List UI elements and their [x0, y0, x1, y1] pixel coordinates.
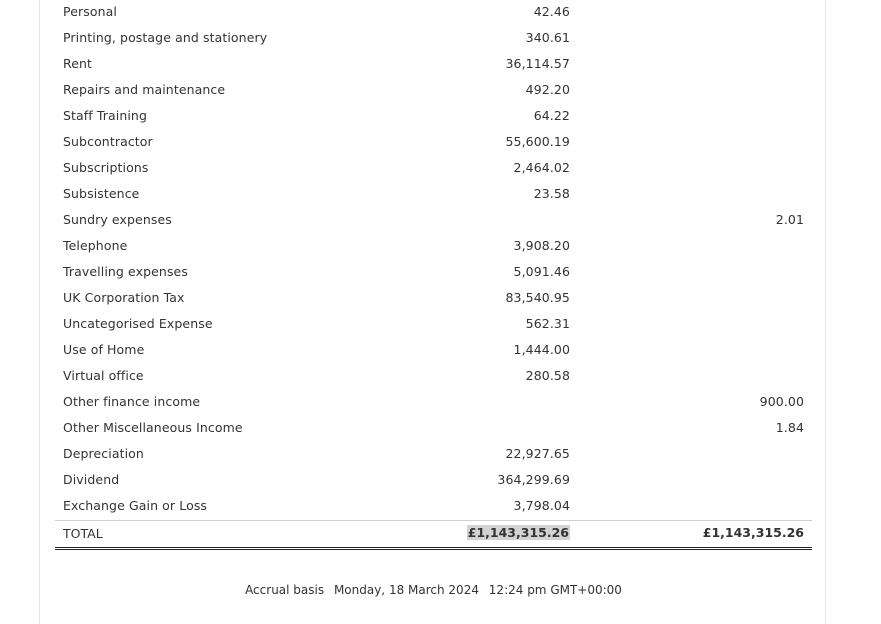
debit-amount[interactable]: 3,798.04 [513, 498, 570, 513]
table-row[interactable] [55, 156, 812, 182]
account-name[interactable]: Travelling expenses [63, 264, 188, 279]
account-name[interactable]: Dividend [63, 472, 120, 487]
debit-amount[interactable]: 3,908.20 [513, 238, 570, 253]
table-row[interactable] [55, 416, 812, 442]
debit-amount[interactable]: 23.58 [533, 186, 570, 201]
account-name[interactable]: Rent [63, 56, 93, 71]
table-row[interactable] [55, 338, 812, 364]
debit-amount[interactable]: 83,540.95 [505, 290, 570, 305]
debit-amount[interactable]: 280.58 [525, 368, 570, 383]
total-credit-amount[interactable]: £1,143,315.26 [702, 525, 804, 540]
table-row[interactable] [55, 26, 812, 52]
account-name[interactable]: Subscriptions [63, 160, 149, 175]
credit-amount[interactable]: 2.01 [775, 212, 804, 227]
debit-amount[interactable]: 364,299.69 [497, 472, 570, 487]
debit-amount[interactable]: 5,091.46 [513, 264, 570, 279]
table-row[interactable] [55, 208, 812, 234]
debit-amount[interactable]: 340.61 [525, 30, 570, 45]
debit-amount[interactable]: 2,464.02 [513, 160, 570, 175]
table-row[interactable] [55, 234, 812, 260]
account-name[interactable]: Other Miscellaneous Income [63, 420, 243, 435]
footer-time: 12:24 pm GMT+00:00 [488, 583, 622, 597]
debit-amount[interactable]: 36,114.57 [505, 56, 570, 71]
credit-amount[interactable]: 1.84 [775, 420, 804, 435]
report-panel [39, 0, 826, 624]
debit-amount[interactable]: 1,444.00 [513, 342, 570, 357]
table-row[interactable] [55, 0, 812, 26]
account-name[interactable]: Exchange Gain or Loss [63, 498, 208, 513]
table-row[interactable] [55, 442, 812, 468]
table-row[interactable] [55, 182, 812, 208]
credit-amount[interactable]: 900.00 [759, 394, 804, 409]
account-name[interactable]: Sundry expenses [63, 212, 172, 227]
account-name[interactable]: Staff Training [63, 108, 147, 123]
account-name[interactable]: Printing, postage and stationery [63, 30, 268, 45]
table-row[interactable] [55, 468, 812, 494]
table-row[interactable] [55, 260, 812, 286]
account-name[interactable]: Subcontractor [63, 134, 153, 149]
account-name[interactable]: Personal [63, 4, 117, 19]
account-name[interactable]: Depreciation [63, 446, 144, 461]
debit-amount[interactable]: 42.46 [533, 4, 570, 19]
table-row[interactable] [55, 390, 812, 416]
trial-balance-table [55, 0, 812, 550]
debit-amount[interactable]: 562.31 [525, 316, 570, 331]
footer-basis: Accrual basis [245, 583, 325, 597]
table-row[interactable] [55, 104, 812, 130]
debit-amount[interactable]: 64.22 [533, 108, 570, 123]
table-row[interactable] [55, 286, 812, 312]
account-name[interactable]: Repairs and maintenance [63, 82, 226, 97]
table-row[interactable] [55, 78, 812, 104]
debit-amount[interactable]: 492.20 [525, 82, 570, 97]
account-name[interactable]: Telephone [63, 238, 128, 253]
total-label: TOTAL [63, 526, 103, 541]
footer-date: Monday, 18 March 2024 [333, 583, 479, 597]
debit-amount[interactable]: 22,927.65 [505, 446, 570, 461]
table-row[interactable] [55, 494, 812, 520]
total-row [55, 520, 812, 550]
table-row[interactable] [55, 130, 812, 156]
account-name[interactable]: Uncategorised Expense [63, 316, 213, 331]
report-footer [40, 583, 827, 597]
table-row[interactable] [55, 364, 812, 390]
table-body [55, 0, 812, 520]
table-row[interactable] [55, 312, 812, 338]
account-name[interactable]: Virtual office [63, 368, 144, 383]
account-name[interactable]: UK Corporation Tax [63, 290, 185, 305]
total-debit-amount[interactable]: £1,143,315.26 [467, 525, 569, 540]
account-name[interactable]: Use of Home [63, 342, 145, 357]
debit-amount[interactable]: 55,600.19 [505, 134, 570, 149]
table-row[interactable] [55, 52, 812, 78]
account-name[interactable]: Other finance income [63, 394, 201, 409]
account-name[interactable]: Subsistence [63, 186, 140, 201]
